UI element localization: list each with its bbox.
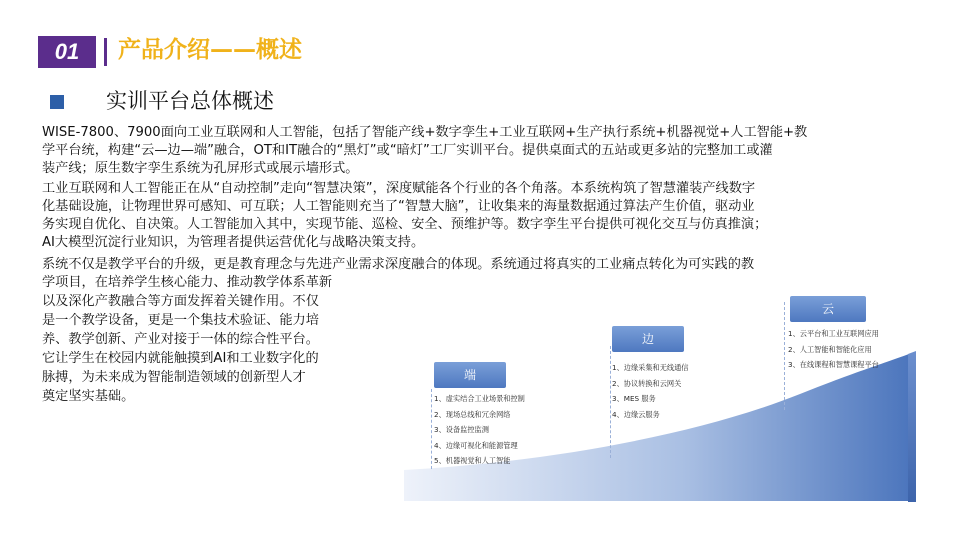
list-item: 1、虚实结合工业场景和控制 bbox=[434, 394, 525, 403]
stage-end-list bbox=[434, 391, 525, 469]
section-number-badge: 01 bbox=[38, 36, 96, 68]
paragraph-line: 务实现自优化、自决策。人工智能加入其中，实现节能、巡检、安全、预维护等。数字孪生平台提供可视化交互与仿真推演； bbox=[42, 217, 768, 232]
stage-divider bbox=[431, 389, 432, 469]
list-item: 2、现场总线和冗余网络 bbox=[434, 409, 511, 419]
stage-divider bbox=[610, 346, 611, 458]
paragraph-line: 以及深化产教融合等方面发挥着关键作用。不仅 bbox=[42, 294, 319, 309]
section-title: 实训平台总体概述 bbox=[106, 89, 274, 113]
paragraph-line: 工业互联网和人工智能正在从“自动控制”走向“智慧决策”，深度赋能各个行业的各个角落。本系统构筑了智慧灌装产线数字 bbox=[42, 181, 756, 196]
stage-cloud-box: 云 bbox=[790, 296, 866, 322]
title-divider bbox=[104, 38, 107, 66]
list-item: 1、云平台和工业互联网应用 bbox=[788, 329, 879, 338]
paragraph-line: 是一个教学设备，更是一个集技术验证、能力培 bbox=[42, 313, 319, 328]
list-item: 3、设备监控监测 bbox=[434, 425, 489, 434]
section-bullet-icon bbox=[50, 95, 64, 109]
paragraph-line: 养、教学创新、产业对接于一体的综合性平台。 bbox=[42, 332, 319, 347]
list-item: 5、机器视觉和人工智能 bbox=[434, 456, 511, 465]
list-item: 4、边缘云服务 bbox=[612, 409, 660, 419]
paragraph-line: 脉搏，为未来成为智能制造领域的创新型人才 bbox=[42, 370, 306, 385]
list-item: 2、人工智能和智能化应用 bbox=[788, 344, 872, 354]
paragraph-line: 奠定坚实基础。 bbox=[42, 389, 135, 404]
paragraph-line: 它让学生在校园内就能触摸到AI和工业数字化的 bbox=[42, 351, 319, 366]
list-item: 1、边缘采集和无线通信 bbox=[612, 363, 689, 372]
list-item: 4、边缘可视化和能源管理 bbox=[434, 440, 518, 450]
paragraph-line: 学平台统，构建“云—边—端”融合，OT和IT融合的“黑灯”或“暗灯”工厂实训平台。提供桌面式的五站或更多站的完整加工或灌 bbox=[42, 143, 773, 158]
paragraph-line: 系统不仅是教学平台的升级，更是教育理念与先进产业需求深度融合的体现。系统通过将真实的工业痛点转化为可实践的教 bbox=[42, 257, 755, 272]
stage-edge-box: 边 bbox=[612, 326, 684, 352]
list-item: 3、MES 服务 bbox=[612, 394, 656, 403]
page-title: 产品介绍——概述 bbox=[118, 37, 302, 63]
stage-cloud-list bbox=[788, 326, 879, 373]
paragraph-line: 学项目，在培养学生核心能力、推动教学体系革新 bbox=[42, 275, 333, 290]
stage-edge-list bbox=[612, 360, 688, 422]
list-item: 3、在线课程和智慧课程平台 bbox=[788, 360, 879, 369]
cloud-edge-end-diagram bbox=[400, 294, 920, 502]
paragraph-line: WISE-7800、7900面向工业互联网和人工智能，包括了智能产线+数字孪生+工业互联网+生产执行系统+机器视觉+人工智能+教 bbox=[42, 125, 808, 140]
paragraph-line: 化基础设施，让物理世界可感知、可互联；人工智能则充当了“智慧大脑”，让收集来的海量数据通过算法产生价值，驱动业 bbox=[42, 199, 755, 214]
paragraph-line: 装产线；原生数字孪生系统为孔屏形式或展示墙形式。 bbox=[42, 161, 359, 176]
paragraph-line: AI大模型沉淀行业知识，为管理者提供运营优化与战略决策支持。 bbox=[42, 235, 425, 250]
list-item: 2、协议转换和云网关 bbox=[612, 378, 682, 388]
stage-divider bbox=[784, 302, 785, 410]
stage-end-box: 端 bbox=[434, 362, 506, 388]
